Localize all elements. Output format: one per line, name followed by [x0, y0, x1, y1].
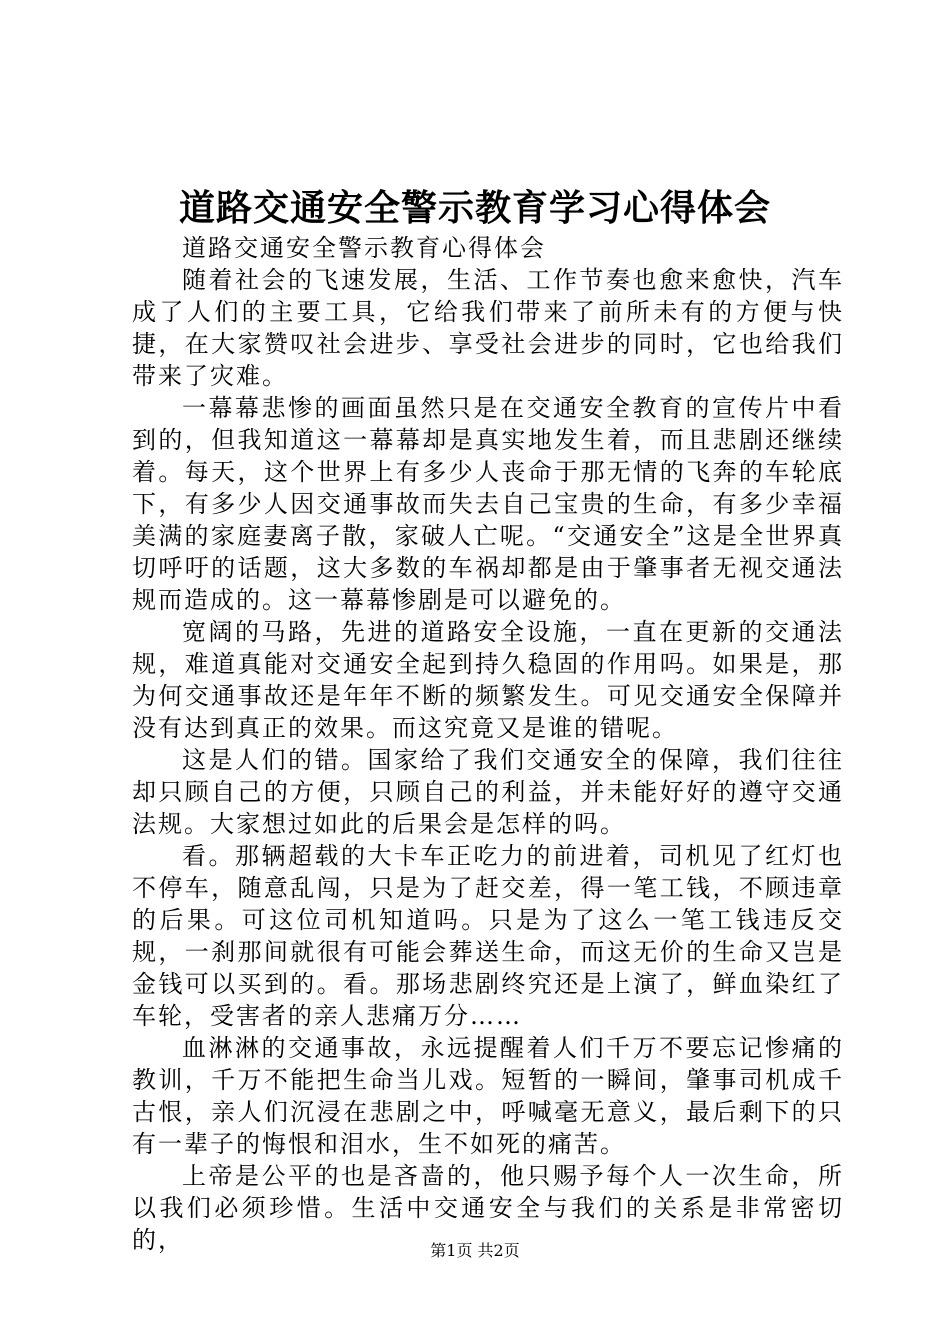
body-paragraph: 血淋淋的交通事故，永远提醒着人们千万不要忘记惨痛的教训，千万不能把生命当儿戏。短暂的一瞬间，肇事司机成千古恨，亲人们沉浸在悲剧之中，呼喊毫无意义，最后剩下的只有一辈子的悔恨和泪水，生不如死的痛苦。	[132, 1034, 844, 1158]
subtitle-paragraph: 道路交通安全警示教育心得体会	[182, 234, 546, 262]
body-paragraph: 这是人们的错。国家给了我们交通安全的保障，我们往往却只顾自己的方便，只顾自己的利益，并未能好好的遵守交通法规。大家想过如此的后果会是怎样的吗。	[132, 746, 844, 838]
page-footer: 第1页 共2页	[430, 1241, 520, 1260]
body-paragraph: 宽阔的马路，先进的道路安全设施，一直在更新的交通法规，难道真能对交通安全起到持久稳固的作用吗。如果是，那为何交通事故还是年年不断的频繁发生。可见交通安全保障并没有达到真正的效果。而这究竟又是谁的错呢。	[132, 618, 844, 742]
body-paragraph: 上帝是公平的也是吝啬的，他只赐予每个人一次生命，所以我们必须珍惜。生活中交通安全与我们的关系是非常密切的，	[132, 1162, 844, 1254]
body-paragraph: 看。那辆超载的大卡车正吃力的前进着，司机见了红灯也不停车，随意乱闯，只是为了赶交差，得一笔工钱，不顾违章的后果。可这位司机知道吗。只是为了这么一笔工钱违反交规，一刹那间就很有可能会葬送生命，而这无价的生命又岂是金钱可以买到的。看。那场悲剧终究还是上演了，鲜血染红了车轮，受害者的亲人悲痛万分……	[132, 842, 844, 1030]
document-title: 道路交通安全警示教育学习心得体会	[178, 187, 771, 229]
document-body	[132, 232, 844, 1256]
body-paragraph: 随着社会的飞速发展，生活、工作节奏也愈来愈快，汽车成了人们的主要工具，它给我们带来了前所未有的方便与快捷，在大家赞叹社会进步、享受社会进步的同时，它也给我们带来了灾难。	[132, 266, 844, 390]
body-paragraph: 一幕幕悲惨的画面虽然只是在交通安全教育的宣传片中看到的，但我知道这一幕幕却是真实地发生着，而且悲剧还继续着。每天，这个世界上有多少人丧命于那无情的飞奔的车轮底下，有多少人因交通事故而失去自己宝贵的生命，有多少幸福美满的家庭妻离子散，家破人亡呢。“交通安全”这是全世界真切呼吁的话题，这大多数的车祸却都是由于肇事者无视交通法规而造成的。这一幕幕惨剧是可以避免的。	[132, 394, 844, 614]
